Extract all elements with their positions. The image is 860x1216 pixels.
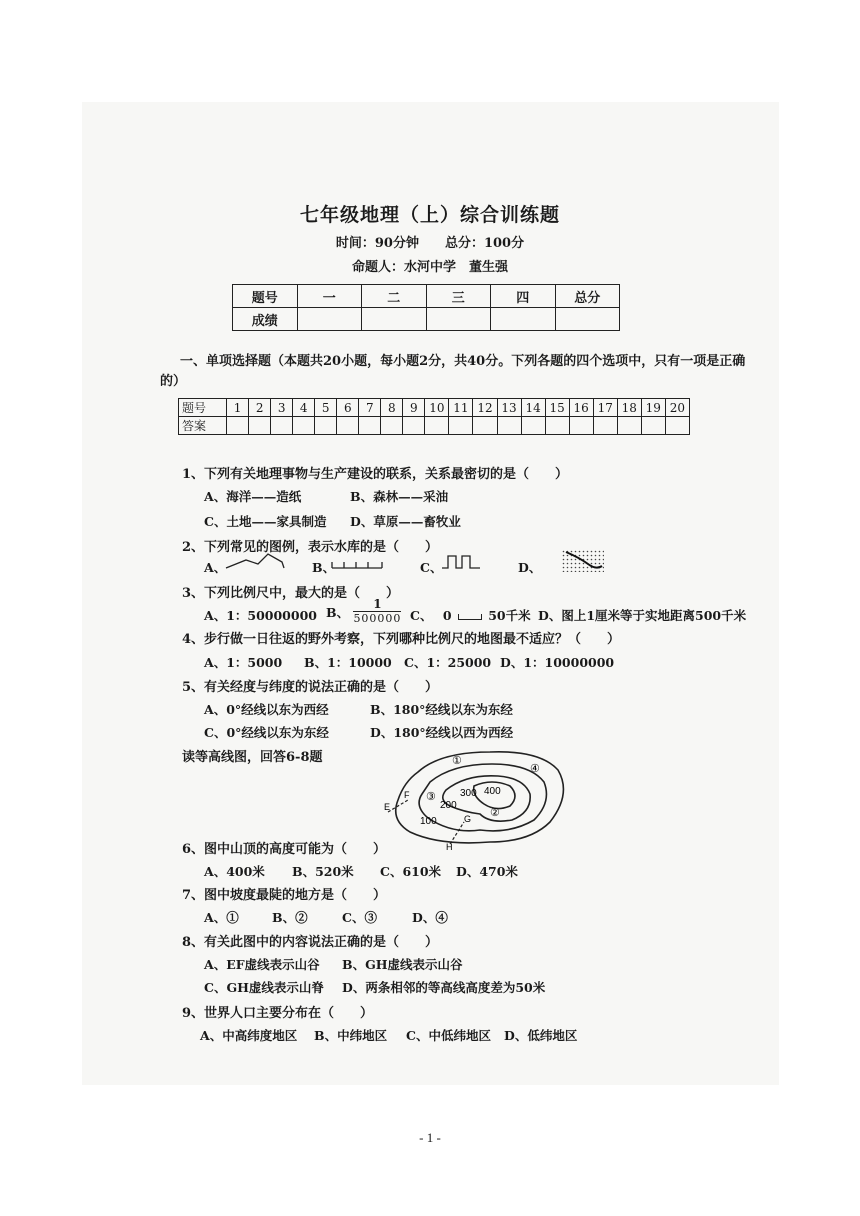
answer-number-cell: 2 (249, 399, 271, 417)
answer-input-cell[interactable] (569, 417, 593, 435)
question-6: 6、图中山顶的高度可能为（ ） (182, 842, 387, 857)
answer-number-cell: 8 (381, 399, 403, 417)
answer-input-cell[interactable] (545, 417, 569, 435)
answer-number-cell: 1 (227, 399, 249, 417)
answer-number-cell: 12 (473, 399, 497, 417)
q7-option-c: C、③ (342, 910, 377, 925)
question-7: 7、图中坡度最陡的地方是（ ） (182, 888, 387, 903)
q4-option-c: C、1：25000 (404, 655, 492, 670)
score-input-cell[interactable] (491, 308, 556, 331)
answer-number-cell: 17 (593, 399, 617, 417)
score-table-header-row (233, 285, 620, 308)
q3-option-b-label: B、 (326, 604, 350, 620)
q3-fraction (353, 598, 401, 625)
answer-input-cell[interactable] (271, 417, 293, 435)
score-input-cell[interactable] (555, 308, 620, 331)
answer-input-cell[interactable] (337, 417, 359, 435)
score-cell: 一 (297, 285, 362, 308)
coastline-legend-icon (224, 550, 306, 572)
answer-number-cell: 18 (617, 399, 641, 417)
q3-option-c-label: C、 (410, 608, 433, 623)
q3-fraction-numerator: 1 (353, 598, 401, 612)
answer-label: 答案 (179, 417, 227, 435)
answer-number-cell: 19 (641, 399, 665, 417)
q1-option-b: B、森林——采油 (350, 489, 449, 504)
q2-option-d: D、 (518, 560, 542, 575)
contour-letter: H (446, 842, 453, 852)
contour-point: ② (490, 806, 500, 819)
q3-option-d: D、图上1厘米等于实地距离500千米 (538, 608, 747, 623)
q5-option-d: D、180°经线以西为西经 (370, 725, 514, 740)
answer-input-cell[interactable] (641, 417, 665, 435)
section1-heading-cont: 的） (160, 374, 187, 389)
contour-letter: E (384, 802, 391, 812)
question-1: 1、下列有关地理事物与生产建设的联系，关系最密切的是（ ） (182, 467, 569, 482)
map-instruction: 读等高线图，回答6-8题 (182, 750, 323, 765)
answer-number-cell: 16 (569, 399, 593, 417)
q8-option-a: A、EF虚线表示山谷 (204, 957, 320, 972)
score-cell: 四 (491, 285, 556, 308)
q7-option-a: A、① (204, 910, 239, 925)
answer-number-cell: 15 (545, 399, 569, 417)
contour-map-figure (380, 742, 590, 854)
q2-option-b: B、 (312, 560, 336, 575)
answer-input-cell[interactable] (381, 417, 403, 435)
answer-input-cell[interactable] (293, 417, 315, 435)
contour-label: 200 (440, 800, 457, 811)
answer-number-cell: 3 (271, 399, 293, 417)
contour-letter: G (464, 814, 472, 824)
contour-letter: F (404, 790, 410, 800)
q3-fraction-denominator: 500000 (353, 612, 402, 625)
answer-table (178, 398, 690, 435)
score-table-score-row (233, 308, 620, 331)
contour-point: ③ (426, 790, 436, 803)
q3-option-c (410, 606, 531, 624)
question-5: 5、有关经度与纬度的说法正确的是（ ） (182, 680, 439, 695)
answer-input-cell[interactable] (403, 417, 425, 435)
answer-input-cell[interactable] (315, 417, 337, 435)
answer-table-answer-row (179, 417, 690, 435)
contour-point: ① (452, 754, 462, 767)
q3-option-b (326, 598, 401, 625)
q6-option-c: C、610米 (380, 864, 442, 879)
question-3: 3、下列比例尺中，最大的是（ ） (182, 586, 400, 601)
q2-option-a: A、 (204, 560, 227, 575)
q8-option-d: D、两条相邻的等高线高度差为50米 (342, 980, 546, 995)
answer-number-cell: 11 (449, 399, 473, 417)
answer-input-cell[interactable] (249, 417, 271, 435)
q9-option-d: D、低纬地区 (504, 1028, 578, 1043)
answer-number-cell: 9 (403, 399, 425, 417)
q9-option-c: C、中低纬地区 (406, 1028, 491, 1043)
answer-input-cell[interactable] (665, 417, 689, 435)
q2-option-c: C、 (420, 560, 443, 575)
answer-number-cell: 10 (425, 399, 449, 417)
q4-option-d: D、1：10000000 (500, 655, 615, 670)
question-4: 4、步行做一日往返的野外考察，下列哪种比例尺的地图最不适应？（ ） (182, 632, 621, 647)
answer-input-cell[interactable] (473, 417, 497, 435)
page-title: 七年级地理（上）综合训练题 (299, 204, 560, 226)
q7-option-d: D、④ (412, 910, 448, 925)
answer-input-cell[interactable] (359, 417, 381, 435)
wall-legend-icon (440, 552, 490, 572)
q3-scale-bar (458, 614, 482, 620)
q3-scale-zero: 0 (442, 608, 452, 623)
answer-input-cell[interactable] (425, 417, 449, 435)
answer-input-cell[interactable] (497, 417, 521, 435)
score-cell: 总分 (555, 285, 620, 308)
q3-scale-end: 50千米 (488, 608, 531, 623)
score-input-cell[interactable] (426, 308, 491, 331)
author-line: 命题人：水河中学 董生强 (351, 260, 508, 275)
answer-number-cell: 20 (665, 399, 689, 417)
q1-option-c: C、土地——家具制造 (204, 514, 327, 529)
question-9: 9、世界人口主要分布在（ ） (182, 1006, 374, 1021)
score-cell: 题号 (233, 285, 298, 308)
score-input-cell[interactable] (297, 308, 362, 331)
answer-number-cell: 13 (497, 399, 521, 417)
page-number: - 1 - (419, 1130, 441, 1145)
q5-option-c: C、0°经线以东为东经 (204, 725, 329, 740)
answer-input-cell[interactable] (617, 417, 641, 435)
reservoir-legend-icon (558, 546, 610, 576)
answer-number-cell: 4 (293, 399, 315, 417)
q3-option-a: A、1：50000000 (204, 608, 317, 623)
answer-table-number-row (179, 399, 690, 417)
score-cell: 三 (426, 285, 491, 308)
q5-option-b: B、180°经线以东为东经 (370, 702, 513, 717)
answer-number-cell: 14 (521, 399, 545, 417)
answer-number-cell: 7 (359, 399, 381, 417)
contour-point: ④ (530, 762, 540, 775)
q8-option-b: B、GH虚线表示山谷 (342, 957, 463, 972)
score-table (232, 284, 620, 331)
q7-option-b: B、② (272, 910, 308, 925)
score-cell: 成绩 (233, 308, 298, 331)
q6-option-d: D、470米 (456, 864, 518, 879)
question-2: 2、下列常见的图例，表示水库的是（ ） (182, 540, 439, 555)
answer-input-cell[interactable] (521, 417, 545, 435)
section1-heading: 一、单项选择题（本题共20小题，每小题2分，共40分。下列各题的四个选项中，只有一项是正确 (180, 354, 746, 369)
q4-option-b: B、1：10000 (304, 655, 392, 670)
score-cell: 二 (362, 285, 427, 308)
answer-number-cell: 5 (315, 399, 337, 417)
q4-option-a: A、1：5000 (204, 655, 283, 670)
answer-number-cell: 6 (337, 399, 359, 417)
railway-legend-icon (330, 554, 390, 572)
contour-label: 400 (484, 786, 501, 797)
q6-option-a: A、400米 (204, 864, 265, 879)
q8-option-c: C、GH虚线表示山脊 (204, 980, 324, 995)
q1-option-d: D、草原——畜牧业 (350, 514, 461, 529)
answer-row-label: 题号 (179, 399, 227, 417)
q5-option-a: A、0°经线以东为西经 (204, 702, 329, 717)
q1-option-a: A、海洋——造纸 (204, 489, 302, 504)
q9-option-b: B、中纬地区 (314, 1028, 388, 1043)
question-8: 8、有关此图中的内容说法正确的是（ ） (182, 935, 439, 950)
exam-time-line: 时间：90分钟 总分：100分 (335, 236, 525, 251)
score-input-cell[interactable] (362, 308, 427, 331)
q6-option-b: B、520米 (292, 864, 354, 879)
answer-input-cell[interactable] (449, 417, 473, 435)
contour-label: 300 (460, 788, 477, 799)
answer-input-cell[interactable] (593, 417, 617, 435)
q9-option-a: A、中高纬度地区 (200, 1028, 298, 1043)
answer-input-cell[interactable] (227, 417, 249, 435)
contour-label: 100 (420, 816, 437, 827)
